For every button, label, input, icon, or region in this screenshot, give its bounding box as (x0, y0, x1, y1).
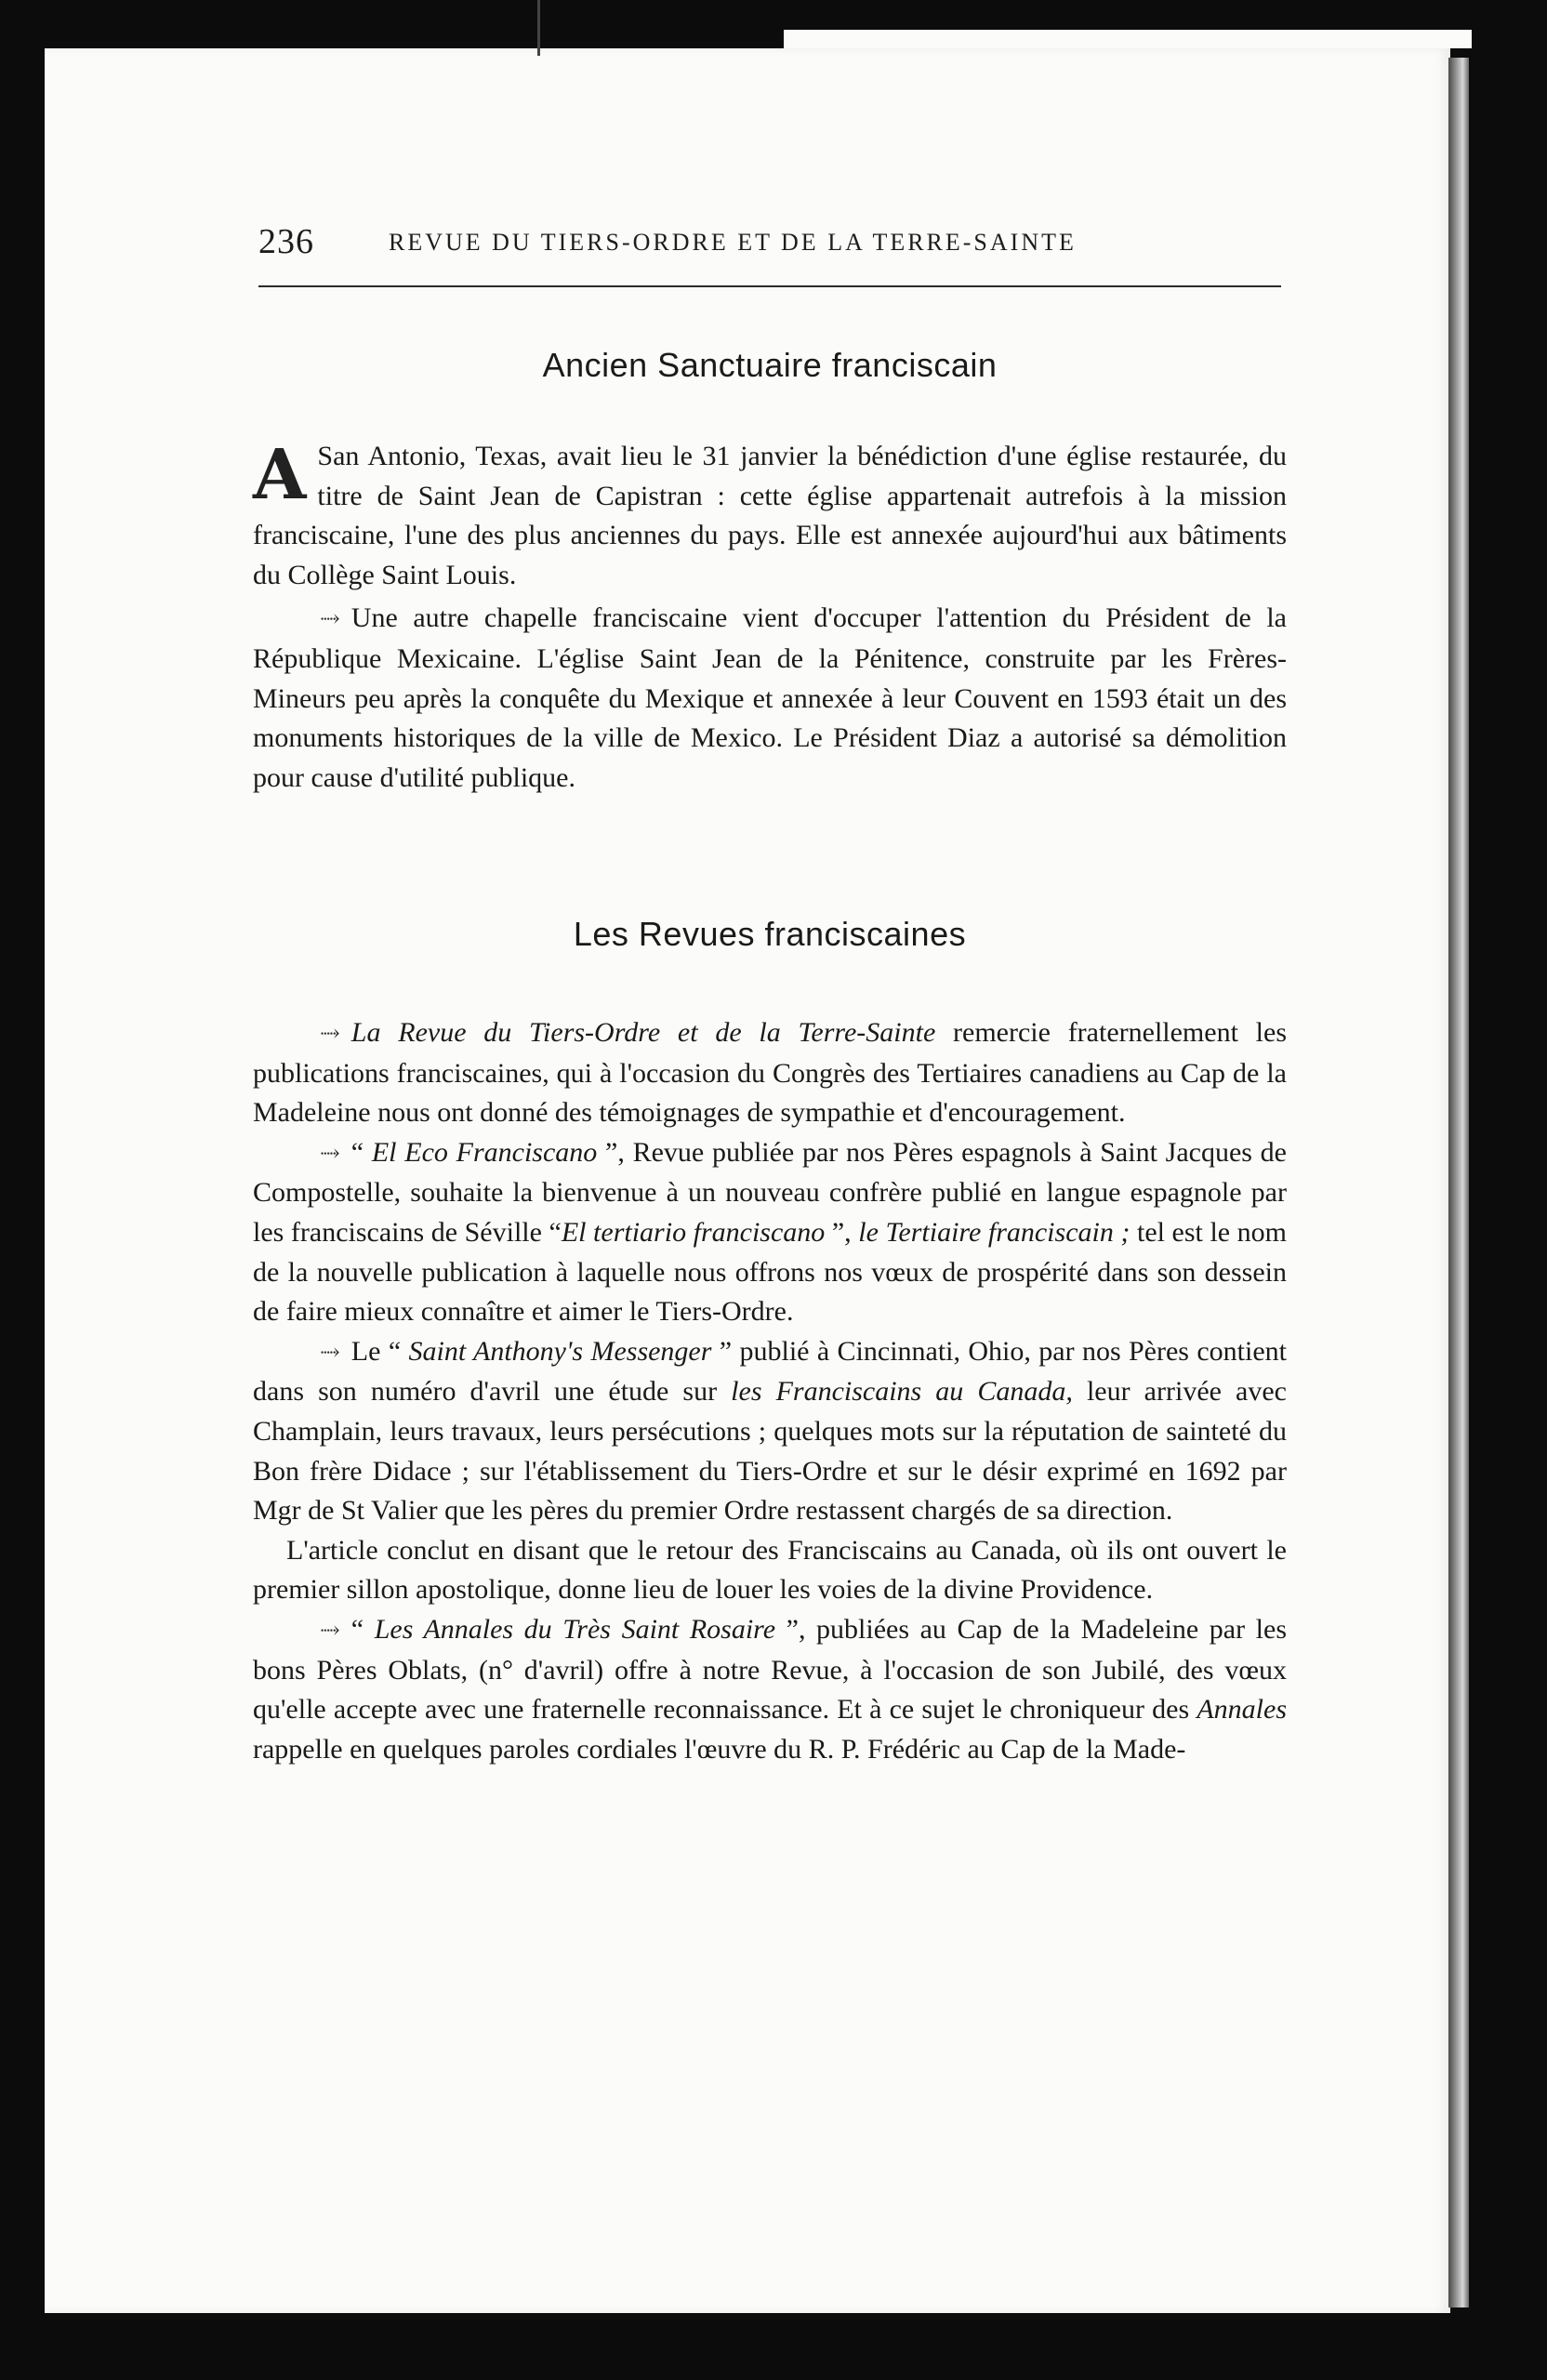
scan-artifact-line (537, 0, 540, 56)
ornament-icon: ⤑ (320, 1020, 340, 1047)
journal-title: Les Annales du Très Saint Rosaire (374, 1613, 776, 1645)
journal-title: La Revue du Tiers-Ordre et de la Terre-Sainte (350, 1017, 936, 1048)
ornament-icon: ⤑ (320, 1338, 340, 1366)
paragraph (253, 1610, 1287, 1769)
section-title-revues: Les Revues franciscaines (573, 915, 967, 953)
paragraph-text: leur arrivée avec Champlain, leurs travaux, leurs persécutions ; quelques mots sur la réputation de sainteté du Bon frère Didace ; sur l'établissement du Tiers-Ordre et sur le désir exprimé en 1692 par Mgr de St Valier que les pères du premier Ordre restassent chargés de sa direction. (253, 1376, 1287, 1527)
paragraph-text: rappelle en quelques paroles cordiales l'œuvre du R. P. Frédéric au Cap de la Made- (253, 1733, 1186, 1765)
journal-title: le Tertiaire franciscain ; (858, 1216, 1130, 1248)
page-header (258, 221, 1283, 268)
section-1-body (253, 437, 1287, 798)
quote-mark: ”, (825, 1216, 859, 1248)
ornament-icon: ⤑ (320, 605, 340, 633)
ornament-icon: ⤑ (320, 1139, 340, 1167)
paragraph (253, 599, 1287, 798)
paragraph-text: tel est le nom de la nouvelle publication à laquelle nous offrons nos vœux de prospérité dans son dessein de faire mieux connaître et aimer le Tiers-Ordre. (253, 1216, 1288, 1328)
article-title: les Franciscains au Canada, (731, 1376, 1073, 1408)
paragraph-text: L'article conclut en disant que le retour des Franciscains au Canada, où ils ont ouvert le premier sillon apostolique, donne lieu de louer les voies de la divine Providence. (253, 1534, 1287, 1606)
ornament-icon: ⤑ (320, 1616, 340, 1644)
running-title: REVUE DU TIERS-ORDRE ET DE LA TERRE-SAINTE (389, 229, 1077, 256)
paragraph-text: Une autre chapelle franciscaine vient d'occuper l'attention du Président de la République Mexicaine. L'église Saint Jean de la Pénitence, construite par les Frères-Mineurs peu après la conquête du Mexique et annexée à leur Couvent en 1593 était un des monuments historiques de la ville de Mexico. Le Président Diaz a autorisé sa démolition pour cause d'utilité publique. (253, 602, 1287, 793)
paragraph-text: ”, Revue publiée par nos Pères espagnols à Saint Jacques de Compostelle, souhaite la bienvenue à un nouveau confrère publié en langue espagnole par les franciscains de Séville “ (253, 1136, 1287, 1248)
journal-title: Annales (1197, 1694, 1287, 1726)
paragraph (253, 1332, 1287, 1531)
paragraph (253, 437, 1287, 595)
paragraph (253, 1133, 1287, 1332)
quote-mark: “ (350, 1136, 372, 1168)
section-title-ancien-sanctuaire: Ancien Sanctuaire franciscain (542, 346, 998, 384)
paragraph (253, 1013, 1287, 1133)
page-edge-shadow (1448, 58, 1469, 2307)
page-number: 236 (258, 222, 314, 261)
paragraph-text: ”, publiées au Cap de la Madeleine par les bons Pères Oblats, (n° d'avril) offre à notre Revue, à l'occasion de son Jubilé, des vœux qu'elle accepte avec une fraternelle reconnaissance. Et à ce sujet le chroniqueur des (253, 1613, 1288, 1726)
journal-title: Saint Anthony's Messenger (408, 1335, 712, 1367)
header-rule (258, 285, 1281, 287)
journal-title: El tertiario franciscano (561, 1216, 826, 1248)
paragraph (253, 1531, 1287, 1610)
journal-title: El Eco Franciscano (371, 1136, 598, 1168)
paragraph-text: ” publié à Cincinnati, Ohio, par nos Pères contient dans son numéro d'avril une étude sur (253, 1335, 1287, 1408)
page-top-edge (784, 30, 1472, 48)
paragraph-text: San Antonio, Texas, avait lieu le 31 janvier la bénédiction d'une église restaurée, du titre de Saint Jean de Capistran : cette église appartenait autrefois à la mission franciscaine, l'une des plus anciennes du pays. Elle est annexée aujourd'hui aux bâtiments du Collège Saint Louis. (253, 441, 1287, 590)
paragraph-text: remercie fraternellement les publications franciscaines, qui à l'occasion du Congrès des Tertiaires canadiens au Cap de la Madeleine nous ont donné des témoignages de sympathie et d'encouragement. (253, 1017, 1287, 1129)
quote-mark: “ (350, 1613, 375, 1645)
section-2-body (253, 1013, 1287, 1769)
drop-cap: A (253, 435, 307, 515)
paragraph-text: Le “ (350, 1335, 409, 1367)
